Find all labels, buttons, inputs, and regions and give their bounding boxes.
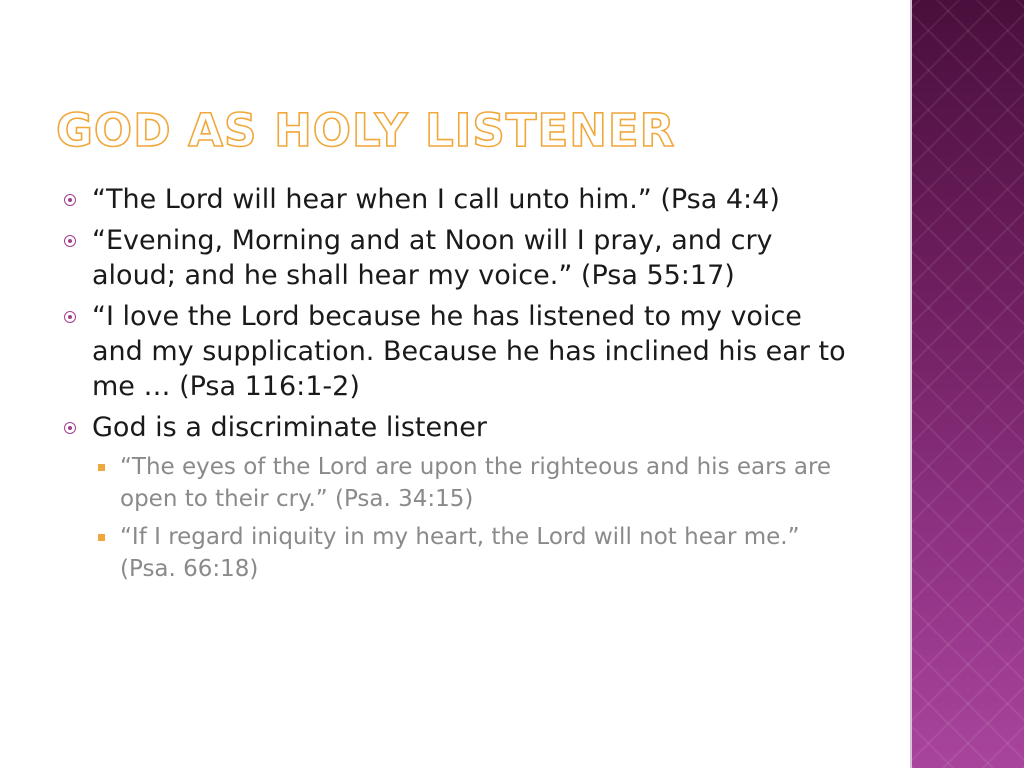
bullet-item — [60, 182, 850, 217]
decorative-side-panel — [912, 0, 1024, 768]
bullet-text: “I love the Lord because he has listened to my voice and my supplication. Because he has inclined his ear to me … (Psa 116:1-2) — [92, 301, 846, 402]
bullet-item — [60, 223, 850, 293]
bullet-text: God is a discriminate listener — [92, 412, 487, 443]
circle-dot-icon — [64, 194, 76, 206]
bullet-item — [60, 410, 850, 445]
slide-title: GOD AS HOLY LISTENER — [56, 104, 676, 157]
sub-bullet-text: “The eyes of the Lord are upon the righteous and his ears are open to their cry.” (Psa. 34:15) — [120, 454, 832, 512]
sub-bullet-text: “If I regard iniquity in my heart, the Lord will not hear me.” (Psa. 66:18) — [120, 524, 800, 582]
circle-dot-icon — [64, 235, 76, 247]
sub-bullet-item — [92, 521, 850, 585]
square-icon — [98, 464, 105, 471]
circle-dot-icon — [64, 422, 76, 434]
sub-bullet-item — [92, 451, 850, 515]
circle-dot-icon — [64, 311, 76, 323]
bullet-text: “Evening, Morning and at Noon will I pray, and cry aloud; and he shall hear my voice.” (Psa 55:17) — [92, 225, 773, 291]
bullet-list — [60, 182, 850, 591]
bullet-item — [60, 299, 850, 404]
square-icon — [98, 534, 105, 541]
bullet-text: “The Lord will hear when I call unto him.” (Psa 4:4) — [92, 184, 780, 215]
